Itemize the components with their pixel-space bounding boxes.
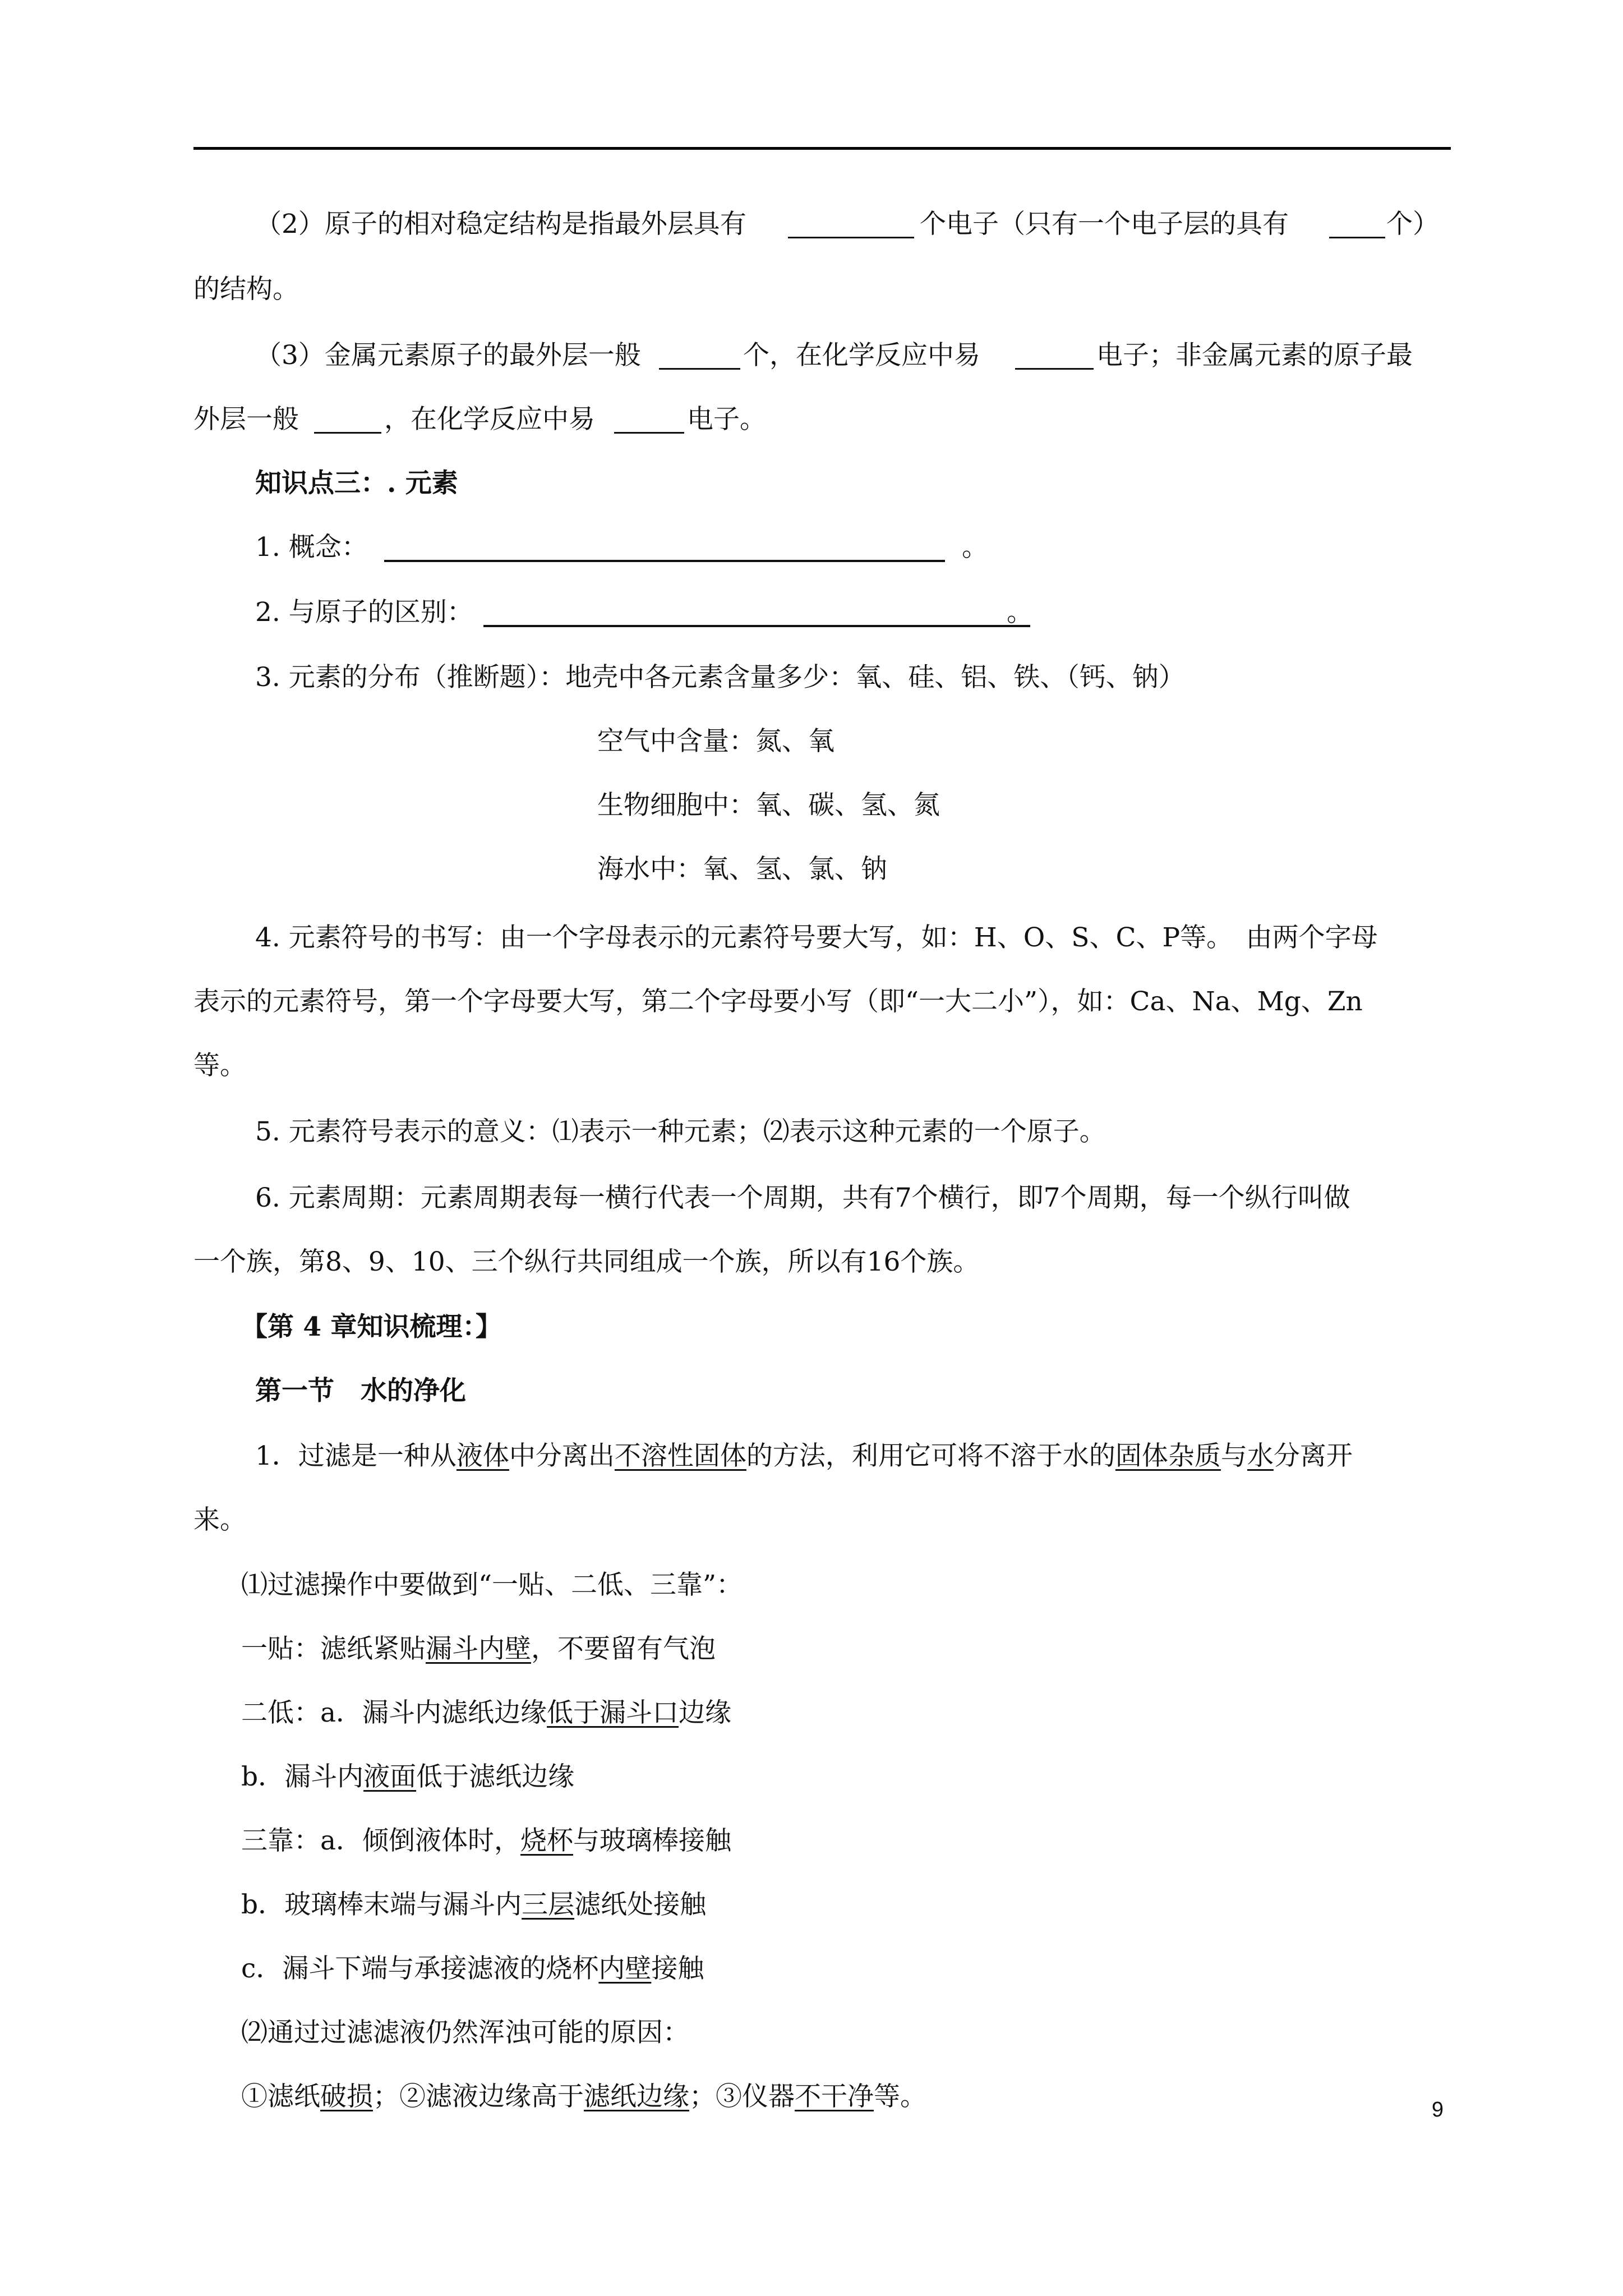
- text: 表示的元素符号，第一个字母要大写，第二个字母要小写（即“一大二小”），如：Ca、Na、Mg、Zn: [193, 986, 1363, 1017]
- key-term: 不干净: [795, 2081, 874, 2112]
- text: 来。: [193, 1504, 246, 1535]
- key-term: 液面: [363, 1761, 417, 1792]
- fill-blank: [614, 407, 684, 434]
- text: 第一节 水的净化: [255, 1375, 466, 1406]
- key-term: 三层: [522, 1889, 575, 1920]
- fill-blank: [483, 600, 1030, 627]
- key-term: 低于漏斗口: [547, 1697, 679, 1728]
- key-term: 不溶性固体: [614, 1441, 746, 1471]
- text: 个）: [1386, 209, 1439, 240]
- reasons-line: [0, 2080, 1623, 2181]
- text: 知识点三：. 元素: [255, 468, 458, 499]
- text: ①滤纸破损；②滤液边缘高于滤纸边缘；③仪器不干净等。: [241, 2081, 926, 2112]
- text: 二低：a．漏斗内滤纸边缘低于漏斗口边缘: [241, 1697, 732, 1728]
- fill-blank: [788, 212, 914, 238]
- text: 5. 元素符号表示的意义：⑴表示一种元素；⑵表示这种元素的一个原子。: [255, 1116, 1106, 1147]
- text: 【第 4 章知识梳理：】: [241, 1312, 502, 1342]
- text: 1．过滤是一种从液体中分离出不溶性固体的方法，利用它可将不溶于水的固体杂质与水分离开: [255, 1441, 1353, 1471]
- text: 电子。: [687, 404, 766, 435]
- fill-blank: [384, 535, 945, 562]
- fill-blank: [1015, 343, 1094, 370]
- text: 三靠：a．倾倒液体时，烧杯与玻璃棒接触: [241, 1825, 732, 1856]
- text: ⑴过滤操作中要做到“一贴、二低、三靠”：: [241, 1570, 743, 1600]
- text: 。: [962, 532, 988, 563]
- text: b．玻璃棒末端与漏斗内三层滤纸处接触: [241, 1889, 707, 1920]
- header-rule: [193, 147, 1451, 150]
- key-term: 烧杯: [520, 1825, 574, 1856]
- text: 1. 概念：: [255, 532, 368, 563]
- page-number: 9: [1431, 2098, 1444, 2122]
- key-term: 液体: [456, 1441, 509, 1471]
- key-term: 破损: [320, 2081, 373, 2112]
- text: 6. 元素周期：元素周期表每一横行代表一个周期，共有7个横行，即7个周期，每一个纵行叫做: [255, 1182, 1350, 1213]
- text: 外层一般: [193, 404, 299, 435]
- text: 3. 元素的分布（推断题）：地壳中各元素含量多少：氧、硅、铝、铁、（钙、钠）: [255, 662, 1185, 693]
- text: 一贴：滤纸紧贴漏斗内壁，不要留有气泡: [241, 1634, 716, 1664]
- text: 等。: [193, 1050, 246, 1081]
- key-term: 漏斗内壁: [426, 1634, 531, 1664]
- text: 生物细胞中：氧、碳、氢、氮: [597, 790, 940, 821]
- text: 空气中含量：氮、氧: [597, 726, 834, 757]
- text: 海水中：氧、氢、氯、钠: [597, 854, 887, 885]
- text: 。: [1007, 597, 1033, 628]
- text: 2. 与原子的区别：: [255, 597, 473, 628]
- fill-blank: [314, 407, 381, 434]
- key-term: 水: [1247, 1441, 1274, 1471]
- text: ，在化学反应中易: [384, 404, 595, 435]
- text: c．漏斗下端与承接滤液的烧杯内壁接触: [241, 1953, 704, 1984]
- text: 电子；非金属元素的原子最: [1096, 340, 1413, 371]
- key-term: 滤纸边缘: [584, 2081, 689, 2112]
- text: ⑵通过过滤滤液仍然浑浊可能的原因：: [241, 2017, 689, 2048]
- text: 的结构。: [193, 274, 299, 305]
- text: b．漏斗内液面低于滤纸边缘: [241, 1761, 575, 1792]
- text: 个电子（只有一个电子层的具有: [920, 209, 1289, 240]
- text: 4. 元素符号的书写：由一个字母表示的元素符号要大写，如：H、O、S、C、P等。 由两个字母: [255, 922, 1378, 953]
- text: （3）金属元素原子的最外层一般: [255, 340, 641, 371]
- text: 个，在化学反应中易: [743, 340, 980, 371]
- text: （2）原子的相对稳定结构是指最外层具有: [255, 209, 746, 240]
- key-term: 内壁: [598, 1953, 652, 1984]
- fill-blank: [659, 343, 740, 370]
- fill-blank: [1329, 212, 1385, 238]
- text: 一个族，第8、9、10、三个纵行共同组成一个族，所以有16个族。: [193, 1246, 980, 1277]
- key-term: 固体杂质: [1115, 1441, 1221, 1471]
